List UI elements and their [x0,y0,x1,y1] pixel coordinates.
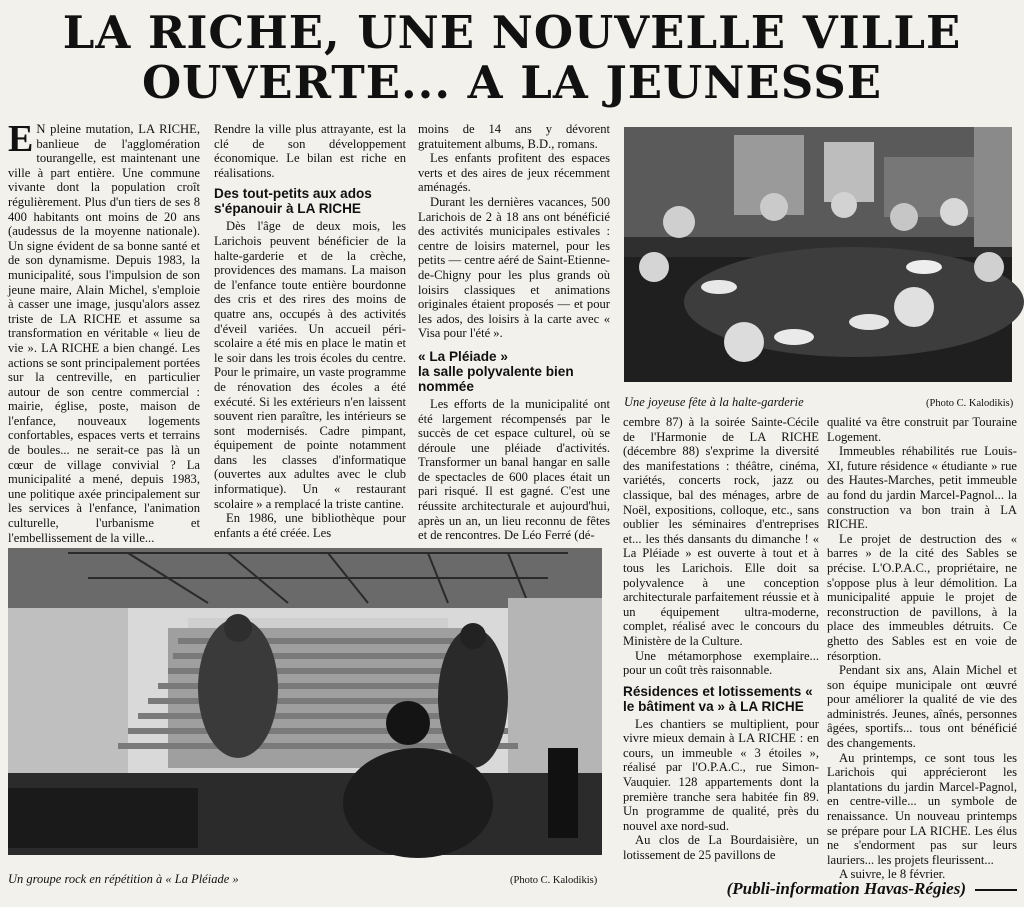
concert-hall-photo-image [8,548,602,855]
article-column-5 [827,415,1017,882]
paragraph: cembre 87) à la soirée Sainte-Cécile de l'Harmonie de LA RICHE (décembre 88) s'exprime la diversité des manifestations : théâtre, cinéma, variétés, concerts rock, jazz ou classique, bal des ménages, arbre de Noël, expositions, colloque, etc., sans oublier les séminaires d'entreprises et... les thés dansants du dimanche ! « La Pléiade » est ouverte à tout et à tous les Larichois. Elle doit sa polyvalence à une conception architecturale parfaitement réussie et à un équipement ultra-moderne, complet, réalisé avec le concours du Ministère de la Culture. [623,415,819,648]
article-column-1 [8,118,200,545]
subheading: Résidences et lotissements « le bâtiment va » à LA RICHE [623,683,813,714]
paragraph: qualité va être construit par Touraine Logement. [827,415,1017,444]
paragraph: Le projet de destruction des « barres » de la cité des Sables se précise. L'O.P.A.C., propriétaire, ne s'oppose plus à leur démolition. La municipalité appuie le projet de reconstruction de pavillons, à la place des immeubles détruits. Ce ghetto des Sables est en voie de résorption. [827,531,1017,663]
paragraph: Durant les dernières vacances, 500 Larichois de 2 à 18 ans ont bénéficié des activités municipales estivales : centre de loisirs maternel, pour les petits — centre aéré de Saint-Etienne-de-Chigny pour les plus grands où loisirs classiques et animations originales étaient proposés — et pour les ados, des loisirs à la carte avec « Visa pour l'été ». [418,194,610,341]
photo-caption-bottom: Un groupe rock en répétition à « La Pléiade » [8,872,239,886]
photo-halte-garderie [624,127,1012,382]
subheading-line: la salle polyvalente bien nommée [418,363,574,394]
paragraph: Les efforts de la municipalité ont été largement récompensés par le succès de cet espace culturel, où se déroule une pléiade d'activités. Transformer un banal hangar en salle de spectacles de 600 places était un pari risqué. Il est gagné. C'est une réussite architecturale et aujourd'hui, après un an, un lieu reconnu de fêtes et de rencontres. De Léo Ferré (dé- [418,396,610,543]
subheading [418,349,610,394]
headline-line-1: LA RICHE, UNE NOUVELLE VILLE [62,6,962,59]
footer-rule [975,889,1017,891]
paragraph: moins de 14 ans y dévorent gratuitement albums, B.D., romans. [418,122,610,151]
subheading: Des tout-petits aux ados s'épanouir à LA RICHE [214,186,372,217]
paragraph: Immeubles réhabilités rue Louis-XI, future résidence « étudiante » rue des Hautes-Marches, petit immeuble au fond du jardin Marcel-Pagnol... la construction va bon train à LA RICHE. [827,444,1017,532]
photo-credit-bottom: (Photo C. Kalodikis) [510,875,598,886]
paragraph: Les chantiers se multiplient, pour vivre mieux demain à LA RICHE : en cours, un immeuble « 3 étoiles », réalisé par l'O.P.A.C., rue Simon-Vauquier. 128 appartements dont la première tranche sera habitée fin 89. Un programme de qualité, près du nouvel axe nord-sud. [623,716,819,833]
headline [0,8,1024,108]
paragraph: En 1986, une bibliothèque pour enfants a été créée. Les [214,511,406,540]
subheading-line: « La Pléiade » [418,348,508,364]
article-column-3 [418,122,610,543]
paragraph: A suivre, le 8 février. [839,867,946,882]
paragraph: Au clos de La Bourdaisière, un lotissement de 25 pavillons de [623,833,819,863]
paragraph: Dès l'âge de deux mois, les Larichois peuvent bénéficier de la halte-garderie et de la crèche, providences des mamans. La maison de l'enfance toute entière bourdonne des cris et des rires des moins de quatre ans, occupés à des activités d'éveil variées. Un accueil péri-scolaire a été mis en place le matin et le soir dans les trois écoles du centre. Pour le primaire, un vaste programme de rénovation des écoles a été exécuté. Si les extérieurs n'en laissent souvent rien paraître, les intérieurs se sont modernisés. Cadre pimpant, équipement de pointe notamment dans les classes d'informatique (ouvertes aux adultes avec le club informatique). Un « restaurant scolaire » a remplacé la triste cantine. [214,219,406,511]
photo-la-pleiade [8,548,602,855]
article-column-4 [623,415,819,875]
article-column-2 [214,122,406,540]
paragraph: Rendre la ville plus attrayante, est la clé de son développement économique. Le bilan est riche en réalisations. [214,122,406,180]
drop-cap: E [8,118,34,160]
publication-credit: (Publi-information Havas-Régies) [726,879,966,898]
paragraph: Les enfants profitent des espaces verts et des aires de jeux récemment aménagés. [418,151,610,195]
nursery-photo-image [624,127,1012,382]
headline-line-2: OUVERTE... A LA JEUNESSE [141,56,883,109]
paragraph: Pendant six ans, Alain Michel et son équipe municipale ont œuvré pour améliorer la qualité de vie des administrés. Jeunes, aînés, personnes âgées, sportifs... tous ont bénéficié des changements. [827,663,1017,751]
photo-credit-top: (Photo C. Kalodikis) [926,398,1014,409]
paragraph: Une métamorphose exemplaire... pour un coût très raisonnable. [623,648,819,678]
paragraph: Au printemps, ce sont tous les Larichois qui apprécieront les plantations du jardin Marcel-Pagnol, en centre-ville... un symbole de renaissance. Un nouveau printemps se prépare pour LA RICHE. Les élus ne s'endorment pas sur leurs lauriers... les projets fleurissent... [827,750,1017,867]
photo-caption-top: Une joyeuse fête à la halte-garderie [624,395,804,409]
paragraph: N pleine mutation, LA RICHE, banlieue de l'agglomération tourangelle, est maintenant une ville à part entière. Une commune vivante dont la population croît régulièrement. Plus d'un tiers de ses 8 400 habitants ont moins de 20 ans (audessus de la moyenne nationale). Un signe évident de sa bonne santé et de son dynamisme. Depuis 1983, la municipalité, sous l'impulsion de son jeune maire, Alain Michel, s'emploie à casser une image, jusqu'alors assez triste de LA RICHE et assume sa transformation en véritable « lieu de vie ». LA RICHE a bien changé. Les actions se sont principalement portées sur la centreville, en particulier autour de son centre commercial : mairie, église, poste, maison de l'enfance, nouveaux logements confortables, espaces verts et terrains de boules... ne serait-ce pas là un cœur de village convivial ? La municipalité a mené, depuis 1983, une politique axée principalement sur les services à l'enfance, l'animation culturelle, l'urbanisme et l'embellissement de la ville... [8,122,200,545]
